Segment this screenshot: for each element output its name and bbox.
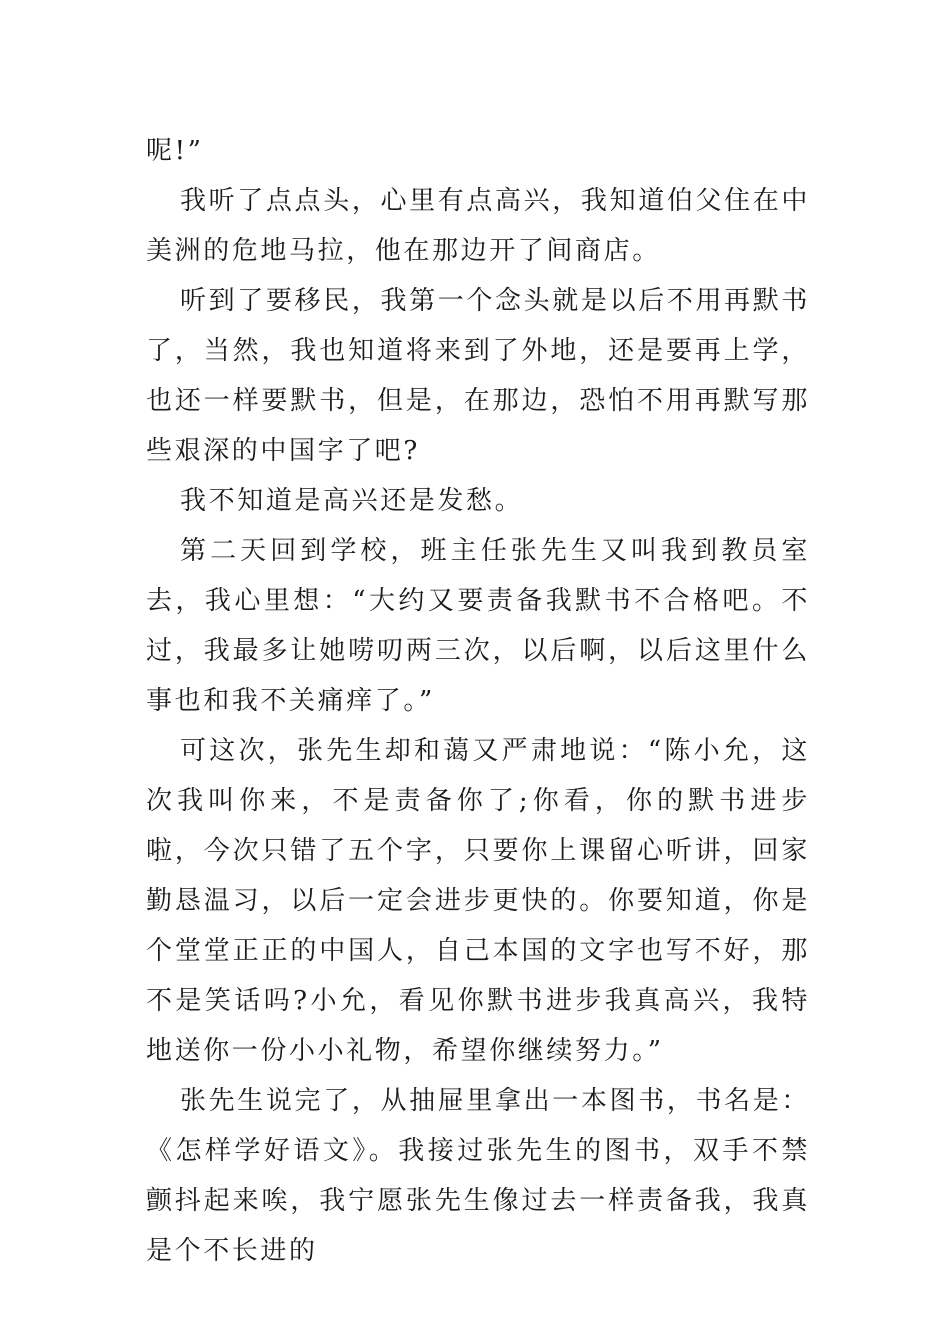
paragraph-1: 呢!” — [146, 136, 204, 166]
paragraph-2: 我听了点点头，心里有点高兴，我知道伯父住在中美洲的危地马拉，他在那边开了间商店。 — [146, 186, 810, 266]
paragraph-7: 张先生说完了，从抽屉里拿出一本图书，书名是：《怎样学好语文》。我接过张先生的图书，双手不禁颤抖起来唉，我宁愿张先生像过去一样责备我，我真是个不长进的 — [146, 1086, 810, 1266]
paragraph-3: 听到了要移民，我第一个念头就是以后不用再默书了，当然，我也知道将来到了外地，还是要再上学，也还一样要默书，但是，在那边，恐怕不用再默写那些艰深的中国字了吧? — [146, 286, 810, 466]
paragraph-6: 可这次，张先生却和蔼又严肃地说：“陈小允，这次我叫你来，不是责备你了;你看，你的默书进步啦，今次只错了五个字，只要你上课留心听讲，回家勤恳温习，以后一定会进步更快的。你要知道，你是个堂堂正正的中国人，自己本国的文字也写不好，那不是笑话吗?小允，看见你默书进步我真高兴，我特地送你一份小小礼物，希望你继续努力。” — [146, 736, 810, 1066]
paragraph-4: 我不知道是高兴还是发愁。 — [180, 486, 524, 516]
paragraph-5: 第二天回到学校，班主任张先生又叫我到教员室去，我心里想：“大约又要责备我默书不合格吧。不过，我最多让她唠叨两三次，以后啊，以后这里什么事也和我不关痛痒了。” — [146, 536, 810, 716]
document-body — [146, 126, 810, 1276]
